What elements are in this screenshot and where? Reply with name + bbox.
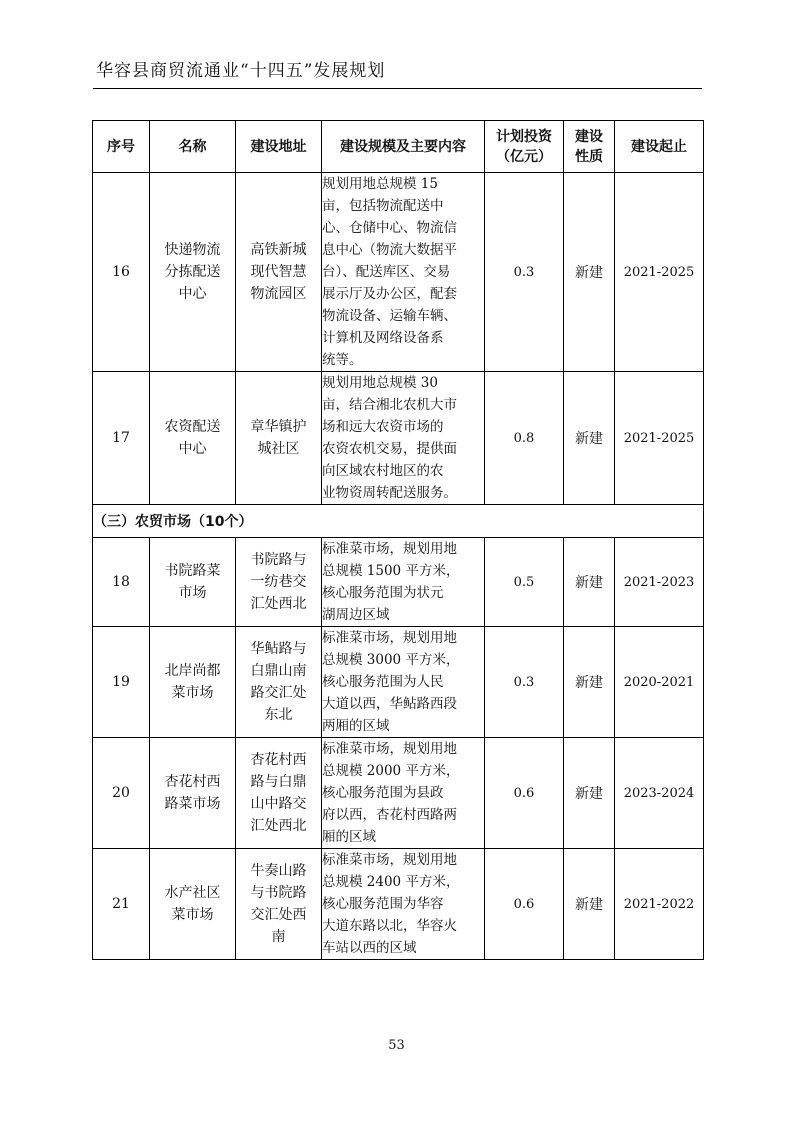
- cell-address-line: 东北: [264, 707, 293, 723]
- cell-name-line: 农资配送: [164, 419, 221, 435]
- cell-nature: 新建: [564, 372, 615, 505]
- cell-content-line: 湖周边区域: [322, 607, 390, 623]
- cell-content-line: 厢的区域: [322, 829, 376, 845]
- table-row: [93, 738, 704, 849]
- table-header-row: [93, 121, 704, 173]
- cell-address-line: 路与白鼎: [250, 774, 307, 790]
- cell-name: [150, 738, 236, 849]
- col-header-investment-line: 计划投资: [496, 128, 552, 145]
- page-number: 53: [388, 1038, 405, 1053]
- cell-name-line: 菜市场: [171, 685, 214, 701]
- cell-period: 2021-2025: [615, 372, 704, 505]
- cell-investment: 0.6: [485, 738, 564, 849]
- document-header-title: 华容县商贸流通业“十四五”发展规划: [96, 61, 386, 81]
- cell-address: [236, 372, 322, 505]
- cell-content-line: 业物资周转配送服务。: [322, 485, 457, 501]
- cell-period: 2020-2021: [615, 627, 704, 738]
- cell-investment: 0.3: [485, 173, 564, 372]
- cell-content-line: 物流设备、运输车辆、: [322, 308, 457, 324]
- cell-content-line: 向区域农村地区的农: [322, 463, 444, 479]
- cell-address-line: 章华镇护: [250, 419, 307, 435]
- cell-address: [236, 173, 322, 372]
- cell-address-line: 物流园区: [250, 286, 307, 302]
- cell-name: [150, 849, 236, 960]
- cell-content-line: 总规模 3000 平方米，: [322, 652, 460, 668]
- cell-name-line: 中心: [178, 441, 207, 457]
- cell-investment: 0.8: [485, 372, 564, 505]
- cell-content-line: 计算机及网络设备系: [322, 330, 444, 346]
- cell-name-line: 分拣配送: [164, 264, 221, 280]
- header-rule: [93, 88, 702, 89]
- cell-address-line: 高铁新城: [250, 242, 307, 258]
- cell-seq: 16: [93, 173, 150, 372]
- cell-content-line: 标准菜市场，规划用地: [322, 541, 457, 557]
- cell-name: [150, 627, 236, 738]
- table-body-section: [93, 505, 704, 538]
- cell-content: [322, 849, 485, 960]
- col-header-nature: [564, 121, 615, 173]
- cell-address-line: 与书院路: [250, 885, 307, 901]
- cell-investment: 0.5: [485, 538, 564, 627]
- cell-address-line: 白鼎山南: [250, 663, 307, 679]
- cell-content-line: 核心服务范围为状元: [322, 585, 444, 601]
- cell-name-line: 北岸尚都: [164, 663, 221, 679]
- cell-address: [236, 538, 322, 627]
- project-table: [92, 120, 704, 960]
- cell-content-line: 农资农机交易，提供面: [322, 441, 457, 457]
- cell-name-line: 路菜市场: [164, 796, 221, 812]
- cell-content: [322, 538, 485, 627]
- cell-address-line: 书院路与: [250, 552, 307, 568]
- cell-content-line: 统等。: [322, 352, 363, 368]
- cell-content-line: 大道东路以北，华容火: [322, 918, 457, 934]
- cell-address: [236, 738, 322, 849]
- cell-seq: 20: [93, 738, 150, 849]
- cell-seq: 17: [93, 372, 150, 505]
- cell-period: 2023-2024: [615, 738, 704, 849]
- cell-address-line: 汇处西北: [250, 596, 307, 612]
- cell-nature: 新建: [564, 627, 615, 738]
- col-header-content: 建设规模及主要内容: [322, 121, 485, 173]
- cell-period: 2021-2023: [615, 538, 704, 627]
- cell-content-line: 核心服务范围为县政: [322, 785, 444, 801]
- cell-address-line: 交汇处西: [250, 907, 307, 923]
- cell-content-line: 车站以西的区域: [322, 940, 417, 956]
- cell-address-line: 南: [271, 929, 286, 945]
- cell-content-line: 台）、配送库区、交易: [322, 264, 451, 280]
- cell-name-line: 杏花村西: [164, 774, 221, 790]
- cell-address-line: 城社区: [257, 441, 300, 457]
- cell-content-line: 亩，包括物流配送中: [322, 198, 444, 214]
- section-row: [93, 505, 704, 538]
- cell-content-line: 标准菜市场，规划用地: [322, 741, 457, 757]
- cell-content-line: 标准菜市场，规划用地: [322, 630, 457, 646]
- cell-nature: 新建: [564, 738, 615, 849]
- cell-address-line: 牛奏山路: [250, 863, 307, 879]
- cell-address-line: 华鲇路与: [250, 641, 307, 657]
- cell-content: [322, 372, 485, 505]
- cell-name-line: 书院路菜: [164, 563, 221, 579]
- table-row: [93, 627, 704, 738]
- cell-seq: 19: [93, 627, 150, 738]
- cell-name-line: 快递物流: [164, 242, 221, 258]
- cell-investment: 0.3: [485, 627, 564, 738]
- cell-content-line: 核心服务范围为华容: [322, 896, 444, 912]
- table-row: [93, 849, 704, 960]
- cell-content-line: 总规模 2400 平方米，: [322, 874, 460, 890]
- table-row: [93, 372, 704, 505]
- cell-content-line: 亩，结合湘北农机大市: [322, 397, 457, 413]
- cell-name-line: 菜市场: [171, 907, 214, 923]
- cell-content-line: 总规模 1500 平方米，: [322, 563, 460, 579]
- cell-name: [150, 538, 236, 627]
- cell-name-line: 中心: [178, 286, 207, 302]
- cell-name: [150, 173, 236, 372]
- section-label: （三）农贸市场（10个）: [93, 505, 704, 538]
- cell-address-line: 杏花村西: [250, 752, 307, 768]
- table-row: [93, 538, 704, 627]
- cell-content-line: 场和远大农资市场的: [322, 419, 444, 435]
- col-header-investment: [485, 121, 564, 173]
- col-header-name: 名称: [150, 121, 236, 173]
- cell-content-line: 息中心（物流大数据平: [322, 242, 457, 258]
- cell-content: [322, 173, 485, 372]
- col-header-address: 建设地址: [236, 121, 322, 173]
- col-header-nature-line: 性质: [575, 148, 603, 165]
- cell-nature: 新建: [564, 538, 615, 627]
- cell-content-line: 规划用地总规模 15: [322, 176, 438, 192]
- table-body-group-b: [93, 538, 704, 960]
- cell-content: [322, 738, 485, 849]
- cell-address-line: 现代智慧: [250, 264, 307, 280]
- cell-content-line: 两厢的区域: [322, 718, 390, 734]
- cell-name-line: 水产社区: [164, 885, 221, 901]
- cell-content-line: 标准菜市场，规划用地: [322, 852, 457, 868]
- cell-content-line: 府以西，杏花村西路两: [322, 807, 457, 823]
- cell-nature: 新建: [564, 173, 615, 372]
- table-body-group-a: [93, 173, 704, 505]
- cell-content: [322, 627, 485, 738]
- cell-period: 2021-2022: [615, 849, 704, 960]
- cell-content-line: 规划用地总规模 30: [322, 375, 438, 391]
- col-header-investment-line: （亿元）: [496, 148, 552, 165]
- cell-nature: 新建: [564, 849, 615, 960]
- cell-content-line: 展示厅及办公区，配套: [322, 286, 457, 302]
- cell-address-line: 汇处西北: [250, 818, 307, 834]
- col-header-period: 建设起止: [615, 121, 704, 173]
- cell-seq: 18: [93, 538, 150, 627]
- col-header-seq: 序号: [93, 121, 150, 173]
- cell-address-line: 路交汇处: [250, 685, 307, 701]
- table-row: [93, 173, 704, 372]
- cell-address: [236, 849, 322, 960]
- cell-period: 2021-2025: [615, 173, 704, 372]
- col-header-nature-line: 建设: [575, 128, 603, 145]
- cell-content-line: 心、仓储中心、物流信: [322, 220, 457, 236]
- cell-content-line: 总规模 2000 平方米，: [322, 763, 460, 779]
- cell-address-line: 山中路交: [250, 796, 307, 812]
- cell-name-line: 市场: [178, 585, 207, 601]
- cell-investment: 0.6: [485, 849, 564, 960]
- cell-name: [150, 372, 236, 505]
- cell-address-line: 一纺巷交: [250, 574, 307, 590]
- cell-content-line: 核心服务范围为人民: [322, 674, 444, 690]
- cell-address: [236, 627, 322, 738]
- cell-content-line: 大道以西，华鲇路西段: [322, 696, 457, 712]
- cell-seq: 21: [93, 849, 150, 960]
